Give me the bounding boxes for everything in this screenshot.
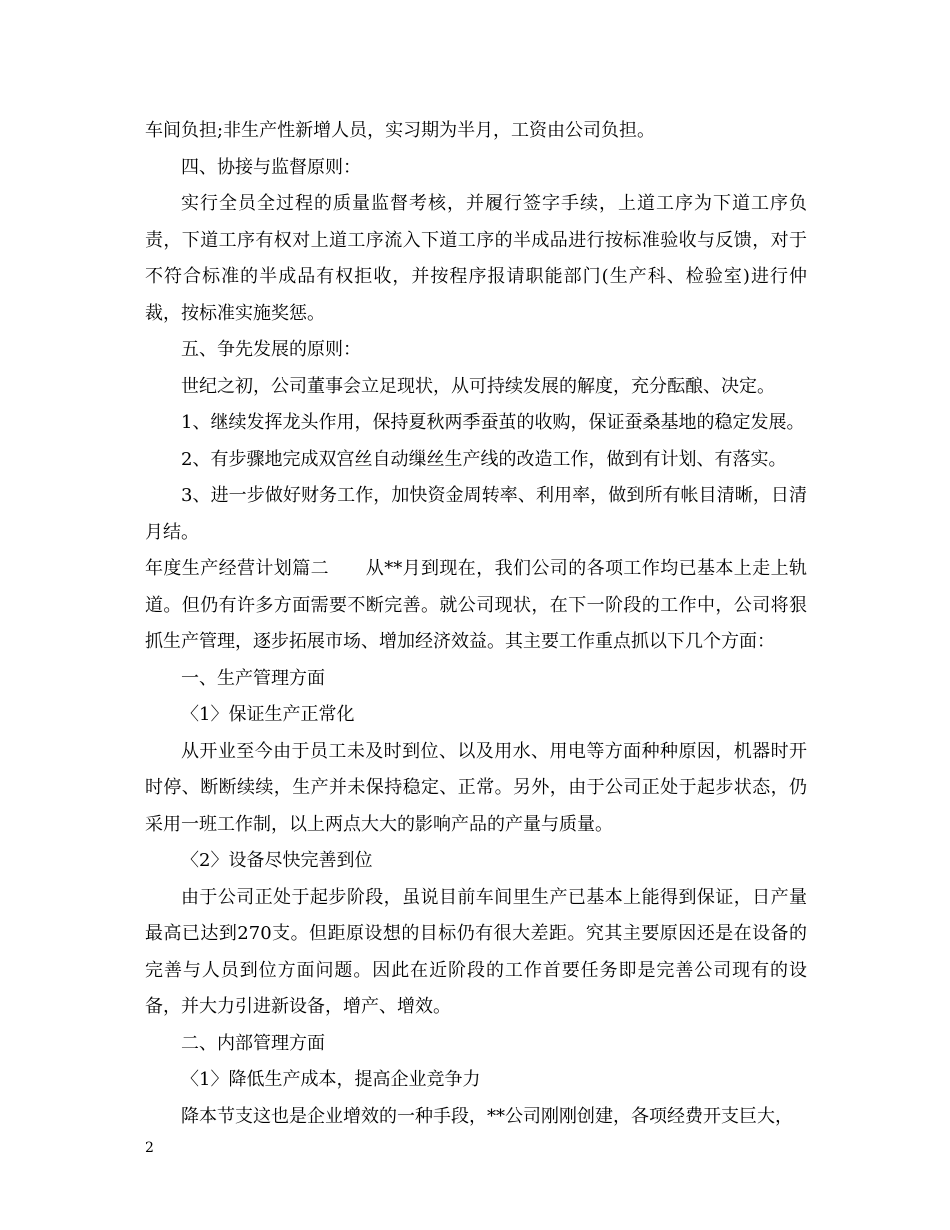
- paragraph: 实行全员全过程的质量监督考核，并履行签字手续，上道工序为下道工序负责，下道工序有权对上道工序流入下道工序的半成品进行按标准验收与反馈，对于不符合标准的半成品有权拒收，并按程序报请职能部门(生产科、检验室)进行仲裁，按标准实施奖惩。: [145, 193, 807, 324]
- paragraph: 世纪之初，公司董事会立足现状，从可持续发展的解度，充分酝酿、决定。: [181, 375, 775, 397]
- section-heading: 四、协接与监督原则：: [181, 156, 361, 178]
- section-heading: 五、争先发展的原则：: [181, 339, 361, 360]
- subsection-heading: 〈2〉设备尽快完善到位: [181, 850, 373, 871]
- list-item: 3、进一步做好财务工作，加快资金周转率、利用率，做到所有帐目清晰，日清月结。: [145, 485, 807, 543]
- page-number: 2: [145, 1140, 154, 1156]
- paragraph-with-title: 年度生产经营计划篇二 从**月到现在，我们公司的各项工作均已基本上走上轨道。但仍有许多方面需要不断完善。就公司现状，在下一阶段的工作中，公司将狠抓生产管理，逐步拓展市场、增加经济效益。其主要工作重点抓以下几个方面：: [145, 558, 807, 652]
- section-heading: 一、生产管理方面: [181, 667, 325, 689]
- list-item: 2、有步骤地完成双宫丝自动缫丝生产线的改造工作，做到有计划、有落实。: [181, 448, 787, 470]
- document-body: [145, 113, 807, 1135]
- subsection-heading: 〈1〉保证生产正常化: [181, 704, 355, 725]
- paragraph: 降本节支这也是企业增效的一种手段，**公司刚刚创建，各项经费开支巨大，: [181, 1105, 793, 1127]
- subsection-heading: 〈1〉降低生产成本，提高企业竞争力: [181, 1069, 481, 1090]
- paragraph: 由于公司正处于起步阶段，虽说目前车间里生产已基本上能得到保证，日产量最高已达到270支。但距原设想的目标仍有很大差距。究其主要原因还是在设备的完善与人员到位方面问题。因此在近阶段的工作首要任务即是完善公司现有的设备，并大力引进新设备，增产、增效。: [145, 886, 807, 1017]
- section-heading: 二、内部管理方面: [181, 1032, 325, 1054]
- paragraph: 车间负担;非生产性新增人员，实习期为半月，工资由公司负担。: [145, 120, 656, 141]
- paragraph: 从开业至今由于员工未及时到位、以及用水、用电等方面种种原因，机器时开时停、断断续续，生产并未保持稳定、正常。另外，由于公司正处于起步状态，仍采用一班工作制，以上两点大大的影响产品的产量与质量。: [145, 740, 807, 835]
- list-item: 1、继续发挥龙头作用，保持夏秋两季蚕茧的收购，保证蚕桑基地的稳定发展。: [181, 412, 805, 433]
